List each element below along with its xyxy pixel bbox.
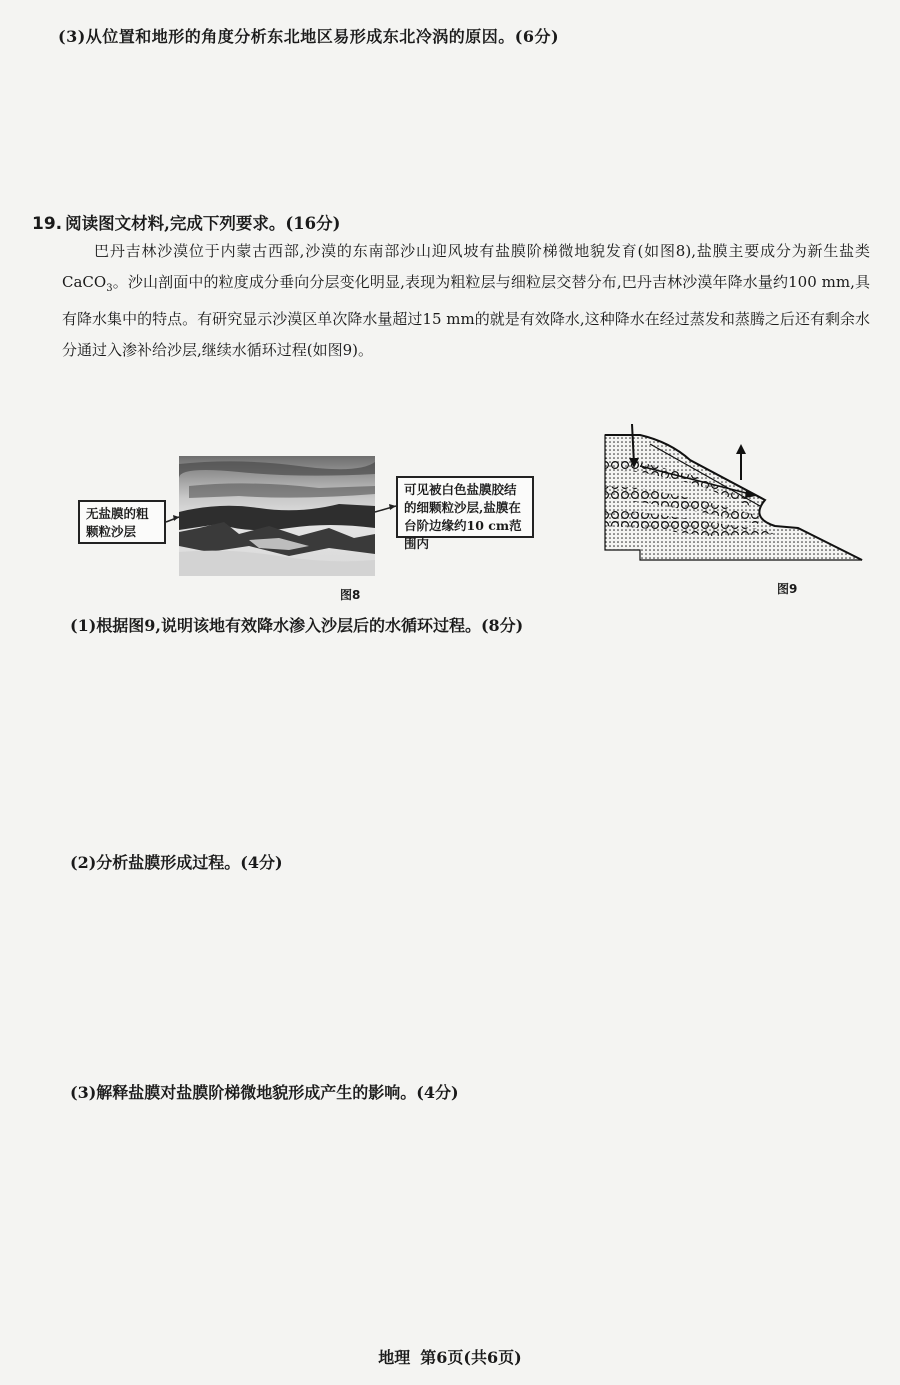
passage-paragraph (62, 236, 870, 366)
figure-8-caption: 图8 (340, 588, 361, 602)
question-19-part-1: (1)根据图9,说明该地有效降水渗入沙层后的水循环过程。(8分) (70, 616, 524, 635)
subject-name: 地理 (378, 1348, 411, 1367)
question-title: 阅读图文材料,完成下列要求。(16分) (65, 214, 341, 233)
subscript: 3 (106, 283, 113, 294)
question-number: 19. (32, 214, 63, 234)
passage-text-1: 巴丹吉林沙漠位于内蒙古西部,沙漠的东南部沙山迎风坡有盐膜阶梯微地貌发育(如图8),盐膜主要成分为新生盐类CaCO (62, 242, 870, 291)
page-number: 第6页(共6页) (420, 1348, 522, 1367)
material-passage (62, 236, 870, 366)
passage-text-2: 。沙山剖面中的粒度成分垂向分层变化明显,表现为粗粒层与细粒层交替分布,巴丹吉林沙漠年降水量约100 mm,具有降水集中的特点。有研究显示沙漠区单次降水量超过15 mm的就是有效降水,这种降水在经过蒸发和蒸腾之后还有剩余水分通过入渗补给沙层,继续水循环过程(如图9)。 (62, 273, 870, 359)
label-coarse-sand-layer: 无盐膜的粗颗粒沙层 (78, 500, 166, 544)
question-19-part-2: (2)分析盐膜形成过程。(4分) (70, 853, 283, 872)
question-18-part-3: (3)从位置和地形的角度分析东北地区易形成东北冷涡的原因。(6分) (58, 27, 560, 46)
figure-9 (600, 420, 870, 600)
page-footer (0, 1345, 900, 1368)
question-19-part-3: (3)解释盐膜对盐膜阶梯微地貌形成产生的影响。(4分) (70, 1083, 459, 1102)
label-salt-crust-fine-layer: 可见被白色盐膜胶结的细颗粒沙层,盐膜在台阶边缘约10 cm范围内 (396, 476, 534, 538)
question-19-heading (32, 210, 340, 234)
sand-profile-diagram (600, 420, 870, 570)
figure-8 (78, 456, 538, 606)
figure-9-caption: 图9 (777, 582, 798, 596)
